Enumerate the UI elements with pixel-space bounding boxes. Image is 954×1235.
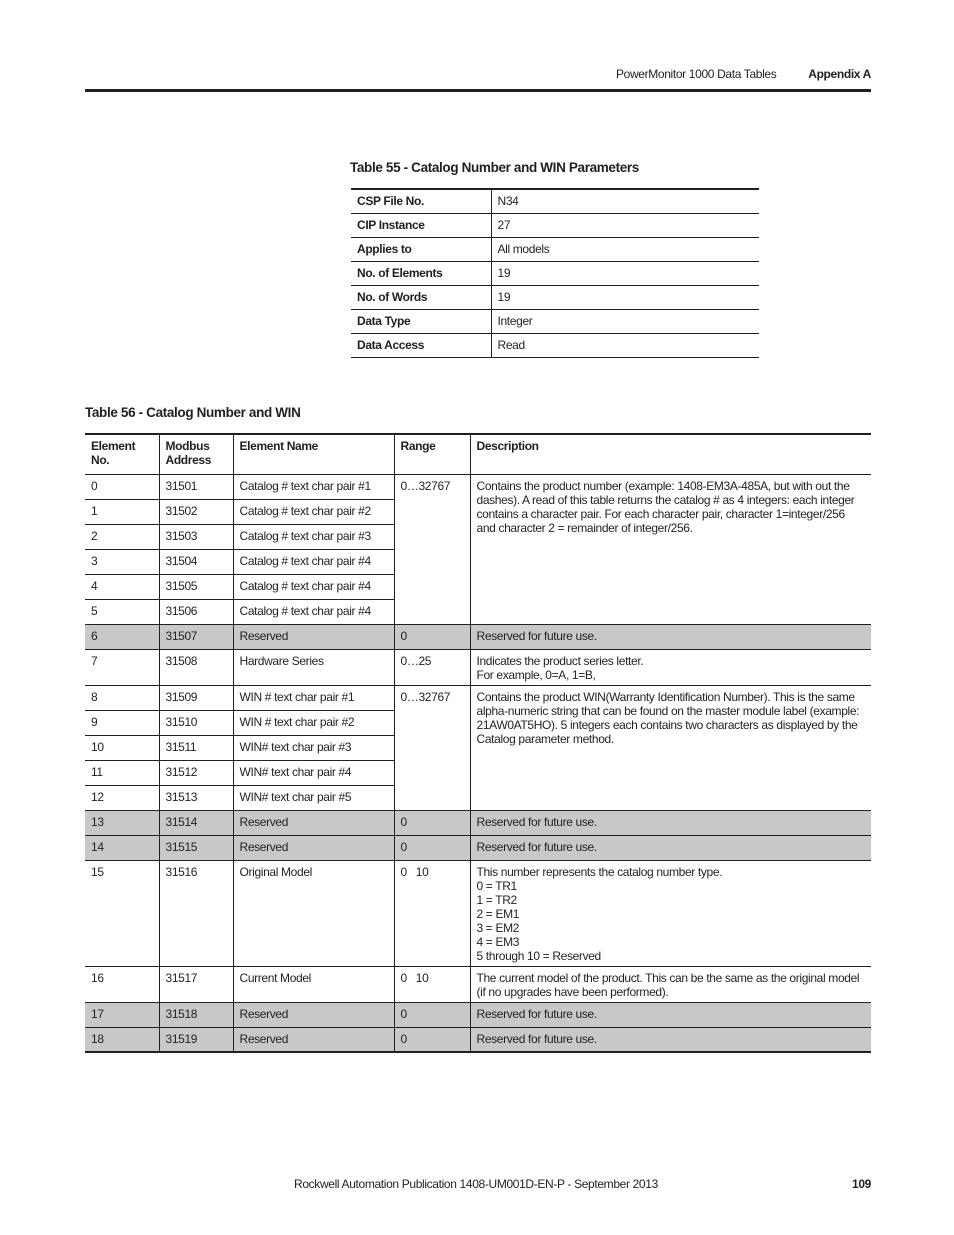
table55-row (351, 261, 759, 285)
table55-key: No. of Elements (351, 261, 491, 285)
table56-header-row (85, 434, 871, 474)
cell-element-no: 8 (85, 685, 159, 710)
cell-element-no: 2 (85, 524, 159, 549)
table55-title: Table 55 - Catalog Number and WIN Parameters (350, 160, 639, 175)
cell-description: This number represents the catalog number type. 0 = TR1 1 = TR2 2 = EM1 3 = EM2 4 = EM3 5 through 10 = Reserved (470, 860, 871, 966)
cell-description: Contains the product number (example: 1408-EM3A-485A, but with out the dashes). A read of this table returns the catalog # as 4 integers: each integer contains a character pair. For each character pair, character 1=integer/256 and character 2 = remainder of integer/256. (470, 474, 871, 624)
table55-key: CSP File No. (351, 189, 491, 213)
cell-element-no: 12 (85, 785, 159, 810)
table55-row (351, 213, 759, 237)
cell-description: Reserved for future use. (470, 810, 871, 835)
col-header-description: Description (470, 434, 871, 474)
page-number: 109 (852, 1177, 871, 1191)
table55-row (351, 237, 759, 261)
table-row (85, 649, 871, 685)
cell-element-name: Reserved (233, 835, 394, 860)
cell-range: 0 10 (394, 860, 470, 966)
cell-element-name: Catalog # text char pair #1 (233, 474, 394, 499)
table-row (85, 860, 871, 966)
running-header-appendix: Appendix A (808, 67, 871, 81)
col-header-element-no: Element No. (85, 434, 159, 474)
table-row (85, 474, 871, 499)
cell-element-name: WIN# text char pair #3 (233, 735, 394, 760)
cell-modbus-address: 31513 (159, 785, 233, 810)
table55-value: Read (491, 333, 759, 357)
cell-range: 0 10 (394, 966, 470, 1002)
cell-modbus-address: 31501 (159, 474, 233, 499)
cell-modbus-address: 31508 (159, 649, 233, 685)
cell-range: 0…32767 (394, 474, 470, 624)
cell-modbus-address: 31502 (159, 499, 233, 524)
table55-value: Integer (491, 309, 759, 333)
cell-element-name: Catalog # text char pair #4 (233, 599, 394, 624)
header-rule (85, 89, 871, 92)
cell-element-no: 0 (85, 474, 159, 499)
cell-element-no: 15 (85, 860, 159, 966)
cell-element-no: 14 (85, 835, 159, 860)
cell-range: 0…32767 (394, 685, 470, 810)
cell-description: Reserved for future use. (470, 1002, 871, 1027)
col-header-range: Range (394, 434, 470, 474)
table55-value: 19 (491, 261, 759, 285)
cell-element-name: WIN# text char pair #5 (233, 785, 394, 810)
cell-element-no: 13 (85, 810, 159, 835)
table55-key: Data Type (351, 309, 491, 333)
cell-modbus-address: 31509 (159, 685, 233, 710)
table-row (85, 835, 871, 860)
cell-modbus-address: 31512 (159, 760, 233, 785)
cell-modbus-address: 31517 (159, 966, 233, 1002)
cell-element-no: 1 (85, 499, 159, 524)
cell-element-no: 16 (85, 966, 159, 1002)
cell-element-no: 18 (85, 1027, 159, 1052)
cell-element-no: 5 (85, 599, 159, 624)
cell-element-name: WIN# text char pair #4 (233, 760, 394, 785)
cell-description: Contains the product WIN(Warranty Identification Number). This is the same alpha-numeric string that can be found on the master module label (example: 21AW0AT5HO). 5 integers each contains two characters as displayed by the Catalog parameter method. (470, 685, 871, 810)
col-header-modbus-address: Modbus Address (159, 434, 233, 474)
cell-element-name: Current Model (233, 966, 394, 1002)
cell-modbus-address: 31510 (159, 710, 233, 735)
cell-element-no: 17 (85, 1002, 159, 1027)
table55-row (351, 189, 759, 213)
footer-publication: Rockwell Automation Publication 1408-UM001D-EN-P - September 2013 (294, 1177, 658, 1191)
cell-element-name: Reserved (233, 624, 394, 649)
cell-element-name: Reserved (233, 1027, 394, 1052)
cell-range: 0 (394, 810, 470, 835)
cell-modbus-address: 31516 (159, 860, 233, 966)
table56 (85, 433, 871, 1053)
table-row (85, 966, 871, 1002)
running-header-section: PowerMonitor 1000 Data Tables (616, 67, 777, 81)
cell-element-no: 4 (85, 574, 159, 599)
cell-modbus-address: 31504 (159, 549, 233, 574)
cell-element-no: 3 (85, 549, 159, 574)
cell-description: Reserved for future use. (470, 835, 871, 860)
cell-element-name: Hardware Series (233, 649, 394, 685)
cell-description: Indicates the product series letter. For example, 0=A, 1=B, (470, 649, 871, 685)
cell-modbus-address: 31507 (159, 624, 233, 649)
cell-element-name: Reserved (233, 810, 394, 835)
cell-element-no: 7 (85, 649, 159, 685)
cell-element-no: 10 (85, 735, 159, 760)
table-row (85, 685, 871, 710)
cell-modbus-address: 31503 (159, 524, 233, 549)
table55-value: N34 (491, 189, 759, 213)
cell-element-name: Reserved (233, 1002, 394, 1027)
table-row (85, 624, 871, 649)
cell-description: The current model of the product. This can be the same as the original model (if no upgrades have been performed). (470, 966, 871, 1002)
table55-row (351, 285, 759, 309)
table56-title: Table 56 - Catalog Number and WIN (85, 405, 301, 420)
cell-modbus-address: 31518 (159, 1002, 233, 1027)
cell-modbus-address: 31514 (159, 810, 233, 835)
cell-range: 0 (394, 1027, 470, 1052)
cell-range: 0 (394, 1002, 470, 1027)
cell-range: 0…25 (394, 649, 470, 685)
cell-modbus-address: 31511 (159, 735, 233, 760)
cell-range: 0 (394, 835, 470, 860)
col-header-element-name: Element Name (233, 434, 394, 474)
table55 (351, 188, 759, 358)
cell-element-no: 6 (85, 624, 159, 649)
table55-key: No. of Words (351, 285, 491, 309)
cell-element-no: 9 (85, 710, 159, 735)
cell-range: 0 (394, 624, 470, 649)
table55-key: Data Access (351, 333, 491, 357)
cell-element-name: WIN # text char pair #2 (233, 710, 394, 735)
cell-modbus-address: 31505 (159, 574, 233, 599)
cell-modbus-address: 31519 (159, 1027, 233, 1052)
cell-element-name: WIN # text char pair #1 (233, 685, 394, 710)
table55-row (351, 309, 759, 333)
table55-value: 19 (491, 285, 759, 309)
cell-description: Reserved for future use. (470, 624, 871, 649)
cell-element-name: Original Model (233, 860, 394, 966)
cell-description: Reserved for future use. (470, 1027, 871, 1052)
table55-value: All models (491, 237, 759, 261)
table55-row (351, 333, 759, 357)
cell-modbus-address: 31515 (159, 835, 233, 860)
table55-key: CIP Instance (351, 213, 491, 237)
cell-element-name: Catalog # text char pair #3 (233, 524, 394, 549)
table-row (85, 810, 871, 835)
table55-key: Applies to (351, 237, 491, 261)
cell-element-name: Catalog # text char pair #4 (233, 574, 394, 599)
cell-modbus-address: 31506 (159, 599, 233, 624)
table-row (85, 1027, 871, 1052)
cell-element-name: Catalog # text char pair #4 (233, 549, 394, 574)
cell-element-no: 11 (85, 760, 159, 785)
cell-element-name: Catalog # text char pair #2 (233, 499, 394, 524)
table-row (85, 1002, 871, 1027)
table55-value: 27 (491, 213, 759, 237)
